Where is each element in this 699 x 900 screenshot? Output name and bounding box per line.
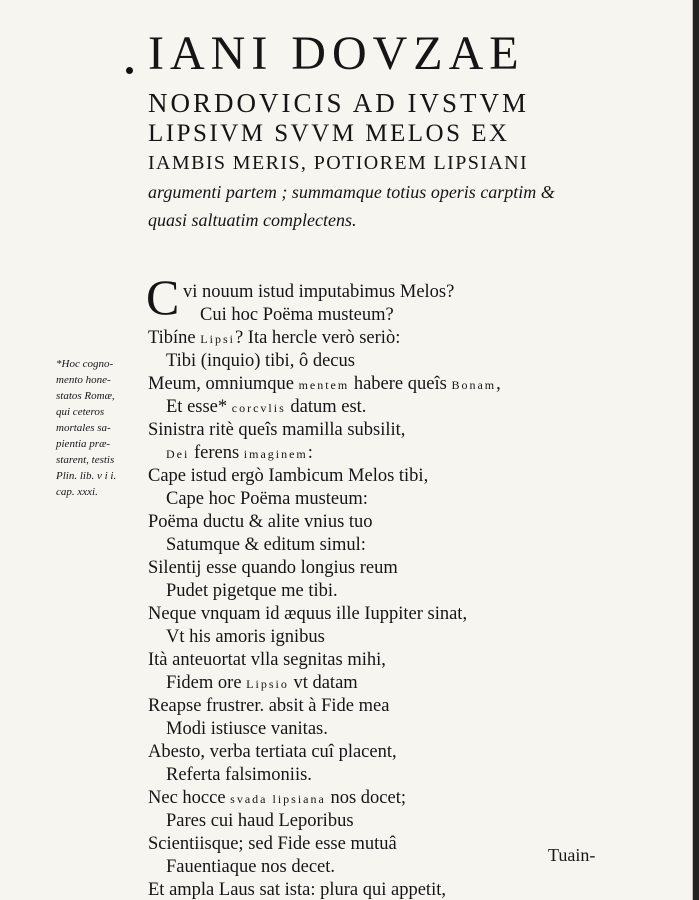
marginal-note-line: statos Romæ, (56, 390, 115, 402)
heading-italic-line-1: argumenti partem ; summamque totius operis carptim & (148, 182, 555, 202)
verse-line: Meum, omniumque mentem habere queîs Bonam, (148, 374, 501, 394)
verse-line: Tibíne Lipsi? Ita hercle verò seriò: (148, 328, 401, 348)
verse-line: Fauentiaque nos decet. (166, 857, 336, 877)
verse-line: Abesto, verba tertiata cuî placent, (148, 742, 397, 762)
marginal-note-line: mento hone- (56, 374, 111, 386)
verse-line: Pudet pigetque me tibi. (166, 581, 338, 601)
verse-line: Neque vnquam id æquus ille Iuppiter sinat, (148, 604, 468, 624)
ink-dot (126, 67, 133, 74)
verse-line: Satumque & editum simul: (166, 535, 366, 555)
marginal-note-line: starent, testis (56, 454, 115, 466)
page-title: IANI DOVZAE (148, 27, 525, 80)
verse-line: Reapse frustrer. absit à Fide mea (148, 696, 390, 716)
verse-line: Cape hoc Poëma musteum: (166, 489, 368, 509)
drop-cap: C (146, 269, 180, 325)
verse-line: Cape istud ergò Iambicum Melos tibi, (148, 466, 429, 486)
verse-line: Fidem ore Lipsio vt datam (166, 673, 358, 693)
marginal-note-line: cap. xxxi. (56, 486, 98, 498)
verse-line: Referta falsimoniis. (166, 765, 312, 785)
verse-line: Silentij esse quando longius reum (148, 558, 398, 578)
marginal-note-line: pientia præ- (56, 438, 111, 450)
verse-line: Cui hoc Poëma musteum? (200, 305, 394, 325)
heading-line-3: IAMBIS MERIS, POTIOREM LIPSIANI (148, 152, 529, 174)
marginal-note (56, 356, 116, 500)
verse-line: Sinistra ritè queîs mamilla subsilit, (148, 420, 406, 440)
verse-line: Modi istiusce vanitas. (166, 719, 328, 739)
heading-line-2: LIPSIVM SVVM MELOS EX (148, 120, 510, 147)
verse-line: Scientiisque; sed Fide esse mutuâ (148, 834, 397, 854)
catchword: Tuain- (548, 845, 596, 865)
marginal-note-line: *Hoc cogno- (56, 358, 114, 370)
verse-line: Nec hocce svada lipsiana nos docet; (148, 788, 406, 808)
heading-line-1: NORDOVICIS AD IVSTVM (148, 88, 530, 118)
verse-line: Ità anteuortat vlla segnitas mihi, (148, 650, 386, 670)
verse-line: vi nouum istud imputabimus Melos? (183, 282, 455, 302)
verse-line: Tibi (inquio) tibi, ô decus (166, 351, 355, 371)
marginal-note-line: qui ceteros (56, 406, 105, 418)
verse-line: Pares cui haud Leporibus (166, 811, 354, 831)
verse-line: Dei ferens imaginem: (166, 443, 313, 463)
heading-italic-line-2: quasi saltuatim complectens. (148, 210, 357, 230)
marginal-note-line: Plin. lib. v i i. (56, 470, 117, 482)
verse-line: Et ampla Laus sat ista: plura qui appetit, (148, 880, 446, 900)
page-edge-line (692, 0, 693, 900)
verse-line: Et esse* corcvlis datum est. (166, 397, 367, 417)
marginal-note-line: mortales sa- (56, 422, 111, 434)
page-edge-shadow (693, 0, 699, 900)
verse-line: Vt his amoris ignibus (166, 627, 325, 647)
verse-line: Poëma ductu & alite vnius tuo (148, 512, 373, 532)
